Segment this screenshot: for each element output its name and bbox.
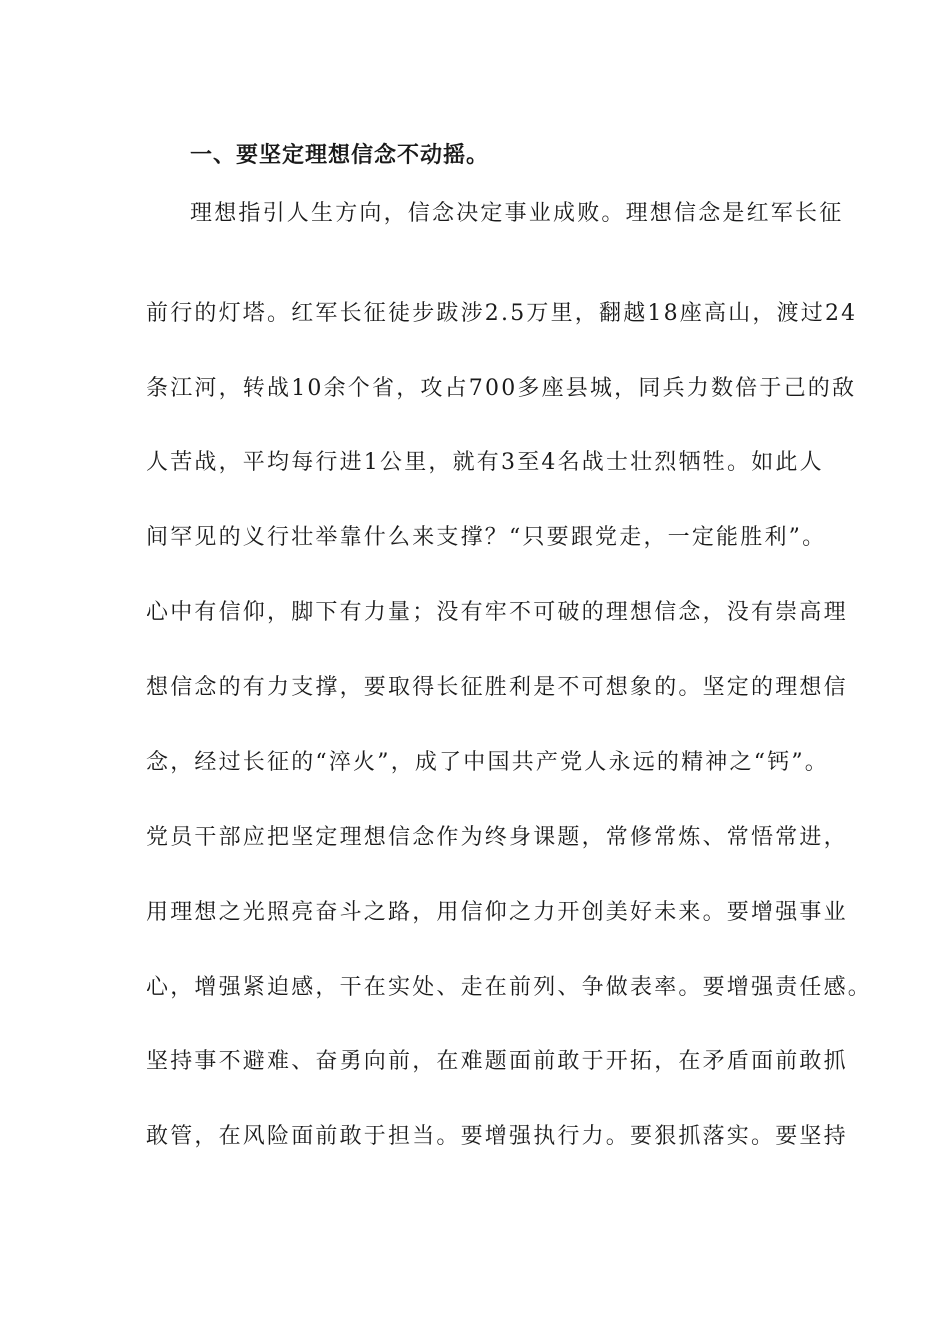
paragraph-line: 想信念的有力支撑，要取得长征胜利是不可想象的。坚定的理想信 bbox=[146, 675, 848, 700]
paragraph-line: 间罕见的义行壮举靠什么来支撑？“只要跟党走，一定能胜利”。 bbox=[146, 525, 827, 550]
paragraph-line: 心中有信仰，脚下有力量；没有牢不可破的理想信念，没有崇高理 bbox=[146, 600, 848, 625]
paragraph-line: 党员干部应把坚定理想信念作为终身课题，常修常炼、常悟常进， bbox=[146, 825, 848, 850]
paragraph-line: 前行的灯塔。红军长征徒步跋涉2.5万里，翻越18座高山，渡过24 bbox=[146, 301, 858, 326]
paragraph-line: 理想指引人生方向，信念决定事业成败。理想信念是红军长征 bbox=[190, 201, 844, 226]
paragraph-line: 坚持事不避难、奋勇向前，在难题面前敢于开拓，在矛盾面前敢抓 bbox=[146, 1049, 848, 1074]
paragraph-line: 用理想之光照亮奋斗之路，用信仰之力开创美好未来。要增强事业 bbox=[146, 900, 848, 925]
paragraph-line: 条江河，转战10余个省，攻占700多座县城，同兵力数倍于己的敌 bbox=[146, 376, 857, 401]
paragraph-line: 心，增强紧迫感，干在实处、走在前列、争做表率。要增强责任感。 bbox=[146, 975, 873, 1000]
paragraph-line: 敢管，在风险面前敢于担当。要增强执行力。要狠抓落实。要坚持 bbox=[146, 1124, 848, 1149]
paragraph-line: 念，经过长征的“淬火”，成了中国共产党人永远的精神之“钙”。 bbox=[146, 750, 829, 775]
paragraph-line: 人苦战，平均每行进1公里，就有3至4名战士壮烈牺牲。如此人 bbox=[146, 450, 824, 475]
section-heading: 一、要坚定理想信念不动摇。 bbox=[190, 142, 490, 168]
